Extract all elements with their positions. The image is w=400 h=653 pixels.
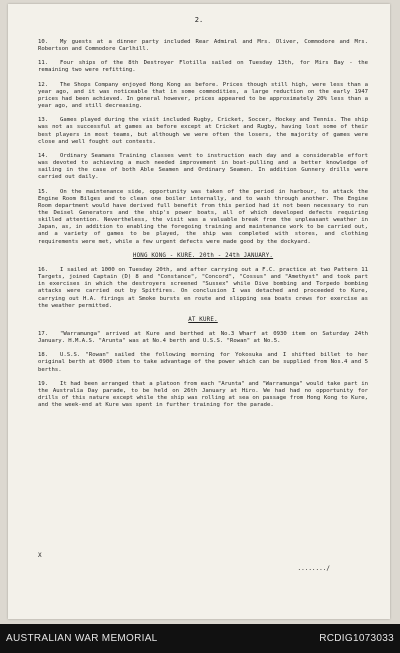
- page-number: 2.: [194, 16, 204, 24]
- paragraph-text: My guests at a dinner party included Rear Admiral and Mrs. Oliver, Commodore and Mrs. Robertson and Commodore Carlhill.: [38, 39, 368, 53]
- paragraph-text: Games played during the visit included Rugby, Cricket, Soccer, Hockey and Tennis. The ship was not as successful at games as before except at Cricket and Rugby, having lost some of their best players in most teams, but although we were often the losers, the majority of games were close and well fought out contests.: [38, 117, 368, 145]
- document-body: [38, 39, 368, 416]
- paragraph-text: "Warramunga" arrived at Kure and berthed at No.3 Wharf at 0930 item on Saturday 24th January. H.M.A.S. "Arunta" was at No.4 berth and U.S.S. "Rowan" at No.5.: [38, 331, 368, 345]
- paragraph-number: 14.: [38, 152, 49, 159]
- paragraph-group-visit: [38, 39, 368, 246]
- archive-name: AUSTRALIAN WAR MEMORIAL: [6, 633, 158, 644]
- footer-mark: X: [38, 552, 42, 559]
- paragraph-number: 17.: [38, 331, 49, 337]
- continued-marker: ......../: [297, 565, 330, 572]
- paragraph-number: 19.: [38, 380, 49, 387]
- paragraph: [38, 352, 368, 373]
- paragraph-number: 16.: [38, 266, 49, 273]
- paragraph-number: 10.: [38, 39, 49, 45]
- paragraph-group-passage: [38, 267, 368, 310]
- paragraph-number: 12.: [38, 81, 49, 88]
- archive-caption-bar: [0, 624, 400, 653]
- paragraph: [38, 153, 368, 182]
- paragraph-number: 13.: [38, 117, 49, 124]
- paragraph: [38, 267, 368, 310]
- paragraph: [38, 60, 368, 74]
- paragraph: [38, 331, 368, 345]
- paragraph-text: On the maintenance side, opportunity was taken of the period in harbour, to attack the Engine Room Bilges and to clean one boiler internally, and to wash through another. The Engine Room department would have derived full benefit from this period had it not been necessary to run the Deisel Generators and the ship's power boats, all of which developed defects requiring skilled attention. Nevertheless, the visit was a valuable break from the unpleasant weather in Japan, as, in addition to enabling the foregoing training and maintenance work to be carried out, and a variety of games to be played, the ship was completed with stores, and clothing requirements were met, while a few urgent defects were made good by the dockyard.: [38, 188, 368, 245]
- paragraph-text: The Shops Company enjoyed Hong Kong as before. Prices though still high, were less than a year ago, and it was noticeable that in some commodities, a large reduction on the early 1947 prices had been achieved. In general however, prices appeared to be approximately 20% less than a year ago, and still decreasing.: [38, 81, 368, 110]
- paragraph-text: U.S.S. "Rowan" sailed the following morning for Yokosuka and I shifted billet to her original berth at 0900 item to take advantage of the power which can be supplied from Nos.4 and 5 berths.: [38, 352, 368, 373]
- section-heading-hong-kong-kure: HONG KONG - KURE. 20th - 24th JANUARY.: [132, 252, 274, 259]
- paragraph-text: It had been arranged that a platoon from each "Arunta" and "Warramunga" would take part in the Australia Day parade, to be held on 26th January at Hiro. We had had no opportunity for drills of this nature except while the ship was rolling at sea on passage from Hong Kong to Kure, and the week-end at Kure was spent in further training for the parade.: [38, 380, 368, 409]
- paragraph: [38, 39, 368, 53]
- paragraph-text: Four ships of the 8th Destroyer Flotilla sailed on Tuesday 13th, for Mirs Bay - the remaining two were refitting.: [38, 60, 368, 74]
- paragraph: [38, 189, 368, 246]
- paragraph-text: I sailed at 1000 on Tuesday 20th, and after carrying out a F.C. practice at two Pattern 11 Targets, joined Captain (D) 8 and "Constance", "Concord", "Cossus" and "Amethyst" and took part in exercises in which the destroyers screened "Sussex" while Dive bombing and Torpedo bombing attacks were carried out by Spitfires. On conclusion I was detached and proceeded to Kure, carrying out H.A. firings at Smoke bursts en route and slipping sea boats crews for exercise as the weather permitted.: [38, 266, 368, 309]
- paragraph-number: 11.: [38, 60, 49, 67]
- section-heading-at-kure: AT KURE.: [188, 316, 218, 323]
- document-page: [8, 4, 390, 619]
- paragraph: [38, 82, 368, 111]
- paragraph-number: 18.: [38, 352, 49, 359]
- paragraph: [38, 381, 368, 410]
- record-id: RCDIG1073033: [319, 633, 394, 644]
- paragraph: [38, 117, 368, 146]
- paragraph-group-kure: [38, 331, 368, 409]
- paragraph-number: 15.: [38, 188, 49, 195]
- paragraph-text: Ordinary Seamans Training classes went to instruction each day and a considerable effort was devoted to achieving a much needed improvement in boat-pulling and a better knowledge of sailing in the case of both Able Seamen and Ordinary Seamen. In addition Gunnery drills were carried out daily.: [38, 152, 368, 181]
